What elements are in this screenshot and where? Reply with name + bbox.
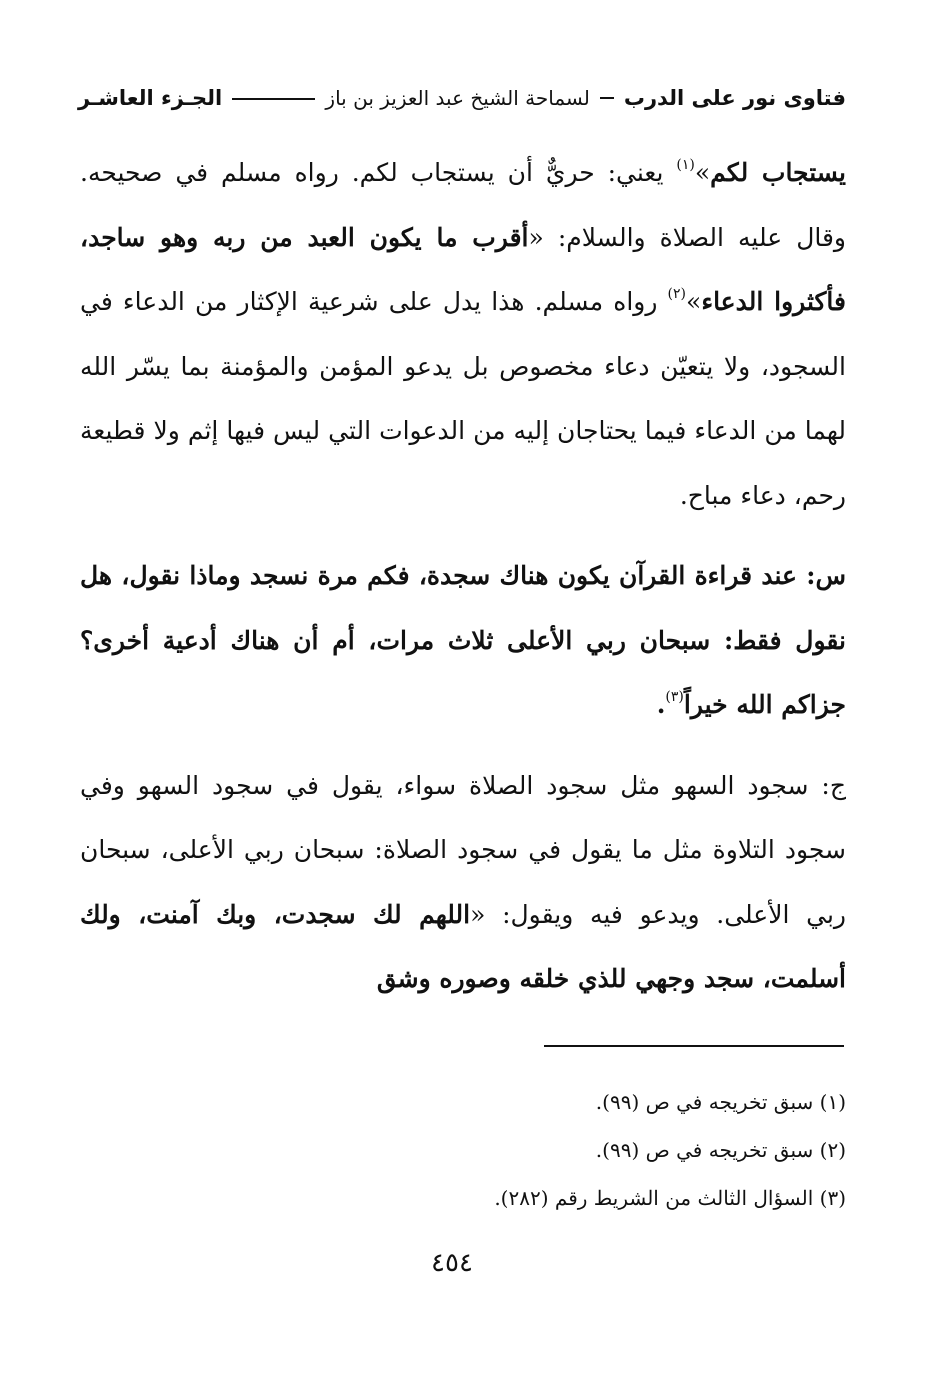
question-label: س: [796, 561, 846, 590]
question-end: . [656, 690, 666, 719]
footnote-3: (٣) السؤال الثالث من الشريط رقم (٢٨٢). [494, 1186, 846, 1210]
paragraph-text: رواه مسلم. هذا يدل على شرعية الإكثار من الدعاء في السجود، ولا يتعيّن دعاء مخصوص بل يدعو المؤمن والمؤمنة بما يسّر الله لهما من الدعاء فيما يحتاجان إليه من الدعوات التي ليس فيها إثم ولا قطيعة رحم، دعاء مباح. [80, 287, 846, 510]
author-name: لسماحة الشيخ عبد العزيز بن باز [325, 86, 590, 110]
body-text [80, 141, 846, 1012]
page-number: ٤٥٤ [431, 1248, 473, 1278]
footnote-ref-2: (٢) [667, 286, 687, 302]
book-title: فتاوى نور على الدرب [623, 86, 846, 110]
hadith-quote: أقرب ما يكون العبد من ربه وهو ساجد، فأكثروا الدعاء [80, 222, 846, 316]
quote-mark: » [694, 158, 711, 187]
dua-quote: اللهم لك سجدت، وبك آمنت، ولك أسلمت، سجد وجهي للذي خلقه وصوره وشق [80, 899, 846, 993]
volume-label: الجـزء العاشـر [78, 86, 223, 110]
header-rule [232, 98, 315, 100]
footnote-separator [544, 1045, 844, 1047]
answer-paragraph [80, 754, 846, 1012]
paragraph-hadith [80, 141, 846, 528]
running-header [78, 80, 846, 116]
answer-text: سجود السهو مثل سجود الصلاة سواء، يقول في سجود السهو وفي سجود التلاوة مثل ما يقول في سجود الصلاة: سبحان ربي الأعلى، سبحان ربي الأعلى. ويدعو فيه ويقول: « [80, 770, 846, 929]
paragraph-text: يعني: حريٌّ أن يستجاب لكم. رواه مسلم في صحيحه. وقال عليه الصلاة والسلام: « [80, 158, 847, 252]
footnote-ref-1: (١) [676, 157, 695, 173]
footnote-2: (٢) سبق تخريجه في ص (٩٩). [595, 1138, 846, 1162]
question-text: عند قراءة القرآن يكون هناك سجدة، فكم مرة نسجد وماذا نقول، هل نقول فقط: سبحان ربي الأعلى ثلاث مرات، أم أن هناك أدعية أخرى؟ جزاكم الله خيراً [80, 561, 846, 719]
footnotes [80, 1078, 846, 1222]
header-dash [600, 97, 614, 99]
quote-mark: » [686, 287, 702, 316]
footnote-ref-3: (٣) [665, 689, 684, 705]
hadith-quote-end: يستجاب لكم [710, 158, 846, 187]
answer-label: ج: [808, 770, 846, 800]
footnote-1: (١) سبق تخريجه في ص (٩٩). [595, 1090, 846, 1114]
question-paragraph [80, 544, 846, 738]
